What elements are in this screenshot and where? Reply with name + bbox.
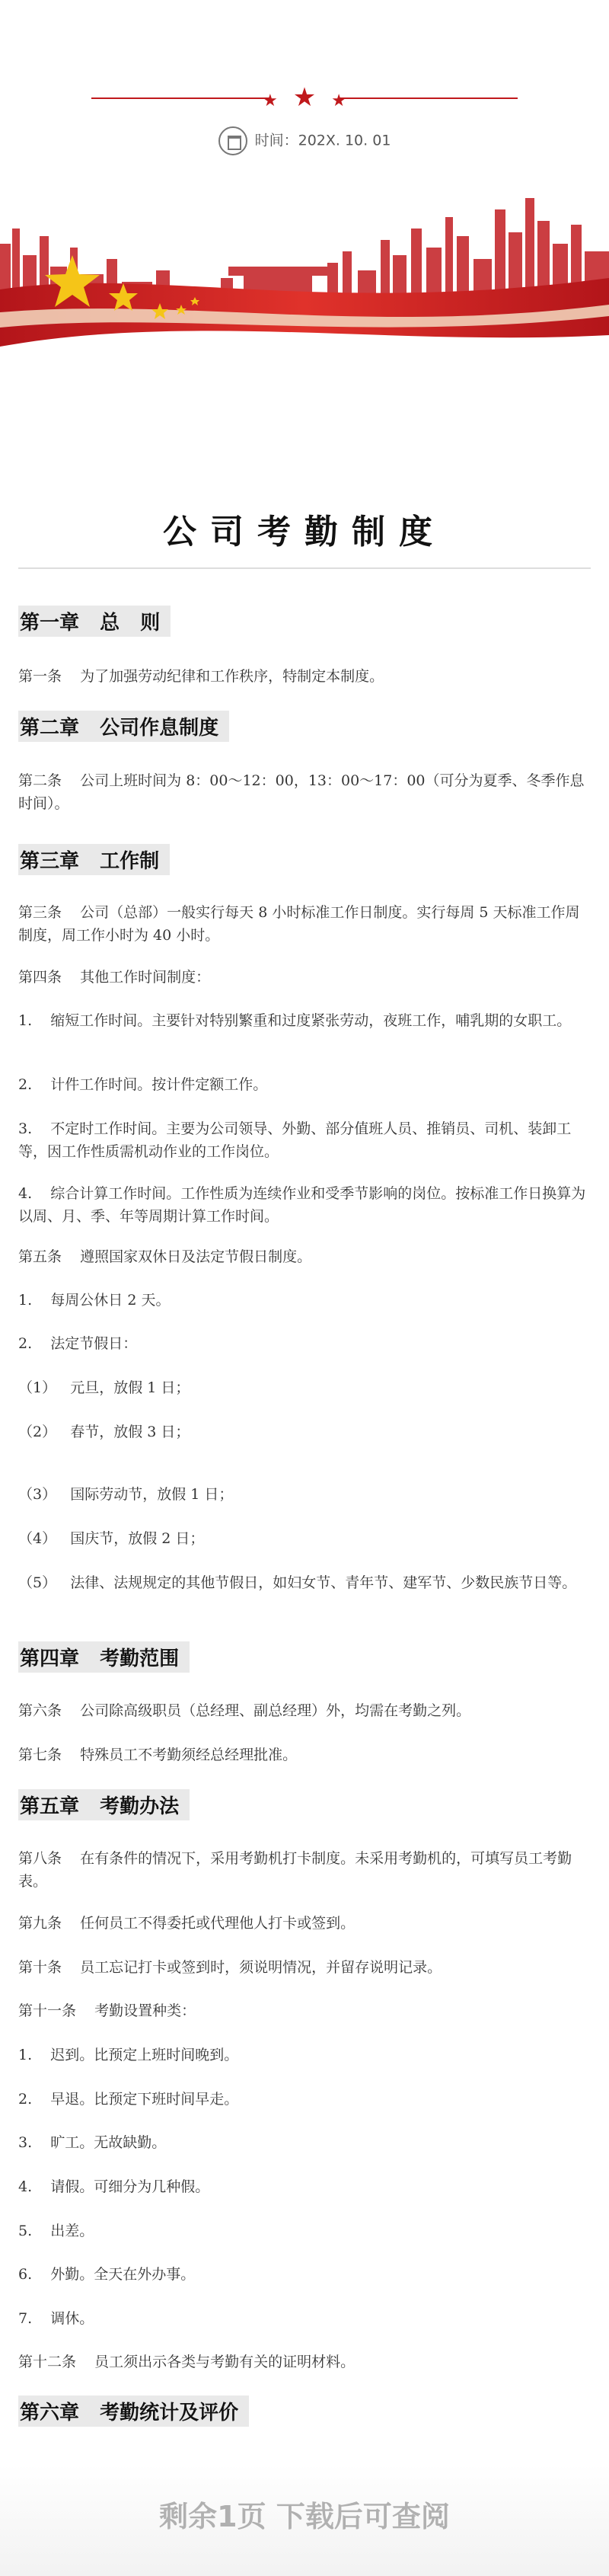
- chapter-heading: 第三章 工作制: [18, 844, 170, 875]
- article-paragraph: 第二条 公司上班时间为 8：00～12：00，13：00～17：00（可分为夏季、冬季作息时间）。: [18, 772, 585, 812]
- chapter-heading: 第六章 考勤统计及评价: [18, 2395, 249, 2427]
- article-paragraph: （5） 法律、法规规定的其他节假日，如妇女节、青年节、建军节、少数民族节日等。: [18, 1574, 577, 1591]
- article-paragraph: 2. 计件工作时间。按计件定额工作。: [18, 1076, 268, 1093]
- article-paragraph: 第九条 任何员工不得委托或代理他人打卡或签到。: [18, 1915, 356, 1932]
- article-paragraph: （4） 国庆节，放假 2 日；: [18, 1530, 205, 1547]
- article-paragraph: （3） 国际劳动节，放假 1 日；: [18, 1486, 234, 1503]
- title-divider: [18, 567, 591, 569]
- article-paragraph: 3. 旷工。无故缺勤。: [18, 2134, 167, 2151]
- date-label: 时间：: [254, 132, 298, 149]
- article-paragraph: 第十二条 员工须出示各类与考勤有关的证明材料。: [18, 2354, 356, 2370]
- city-skyline-banner: [0, 183, 609, 350]
- article-paragraph: 1. 缩短工作时间。主要针对特别繁重和过度紧张劳动，夜班工作，哺乳期的女职工。: [18, 1012, 572, 1029]
- star-row: [0, 82, 609, 113]
- date-row: [0, 126, 609, 155]
- article-paragraph: 第六条 公司除高级职员（总经理、副总经理）外，均需在考勤之列。: [18, 1702, 471, 1719]
- chapter-heading: 第四章 考勤范围: [18, 1641, 190, 1673]
- article-paragraph: 4. 请假。可细分为几种假。: [18, 2178, 210, 2195]
- article-paragraph: 第四条 其他工作时间制度：: [18, 969, 211, 986]
- article-paragraph: 第三条 公司（总部）一般实行每天 8 小时标准工作日制度。实行每周 5 天标准工作周制度，周工作小时为 40 小时。: [18, 904, 580, 944]
- article-paragraph: 第八条 在有条件的情况下，采用考勤机打卡制度。未采用考勤机的，可填写员工考勤表。: [18, 1850, 572, 1890]
- article-paragraph: 3. 不定时工作时间。主要为公司领导、外勤、部分值班人员、推销员、司机、装卸工等，因工作性质需机动作业的工作岗位。: [18, 1120, 572, 1160]
- article-paragraph: 1. 迟到。比预定上班时间晚到。: [18, 2047, 239, 2063]
- article-paragraph: 第五条 遵照国家双休日及法定节假日制度。: [18, 1248, 312, 1265]
- header-banner: [0, 0, 609, 350]
- chapter-heading: 第二章 公司作息制度: [18, 711, 229, 742]
- article-paragraph: （1） 元旦，放假 1 日；: [18, 1379, 190, 1396]
- calendar-icon: [218, 126, 247, 155]
- date-value: 202X. 10. 01: [298, 132, 391, 149]
- chapter-heading: 第一章 总 则: [18, 606, 171, 637]
- article-paragraph: 1. 每周公休日 2 天。: [18, 1292, 171, 1309]
- article-paragraph: 第一条 为了加强劳动纪律和工作秩序，特制定本制度。: [18, 668, 384, 685]
- article-paragraph: 2. 法定节假日：: [18, 1335, 138, 1352]
- article-paragraph: 4. 综合计算工作时间。工作性质为连续作业和受季节影响的岗位。按标准工作日换算为以周、月、季、年等周期计算工作时间。: [18, 1185, 586, 1225]
- star-icon: ★: [292, 82, 317, 113]
- footer-overlay[interactable]: [0, 2464, 609, 2576]
- download-prompt[interactable]: 剩余1页 下载后可查阅: [159, 2500, 450, 2533]
- article-paragraph: 第十条 员工忘记打卡或签到时，须说明情况，并留存说明记录。: [18, 1959, 442, 1976]
- article-paragraph: 第七条 特殊员工不考勤须经总经理批准。: [18, 1747, 298, 1763]
- article-paragraph: 5. 出差。: [18, 2223, 94, 2239]
- chapter-heading: 第五章 考勤办法: [18, 1789, 190, 1820]
- article-paragraph: 6. 外勤。全天在外办事。: [18, 2266, 196, 2283]
- star-icon: ★: [331, 91, 346, 110]
- article-paragraph: （2） 春节，放假 3 日；: [18, 1424, 190, 1440]
- star-icon: ★: [263, 91, 278, 110]
- document-title: 公司考勤制度: [163, 513, 446, 551]
- article-paragraph: 7. 调休。: [18, 2310, 94, 2327]
- article-paragraph: 第十一条 考勤设置种类：: [18, 2002, 196, 2019]
- article-paragraph: 2. 早退。比预定下班时间早走。: [18, 2091, 239, 2108]
